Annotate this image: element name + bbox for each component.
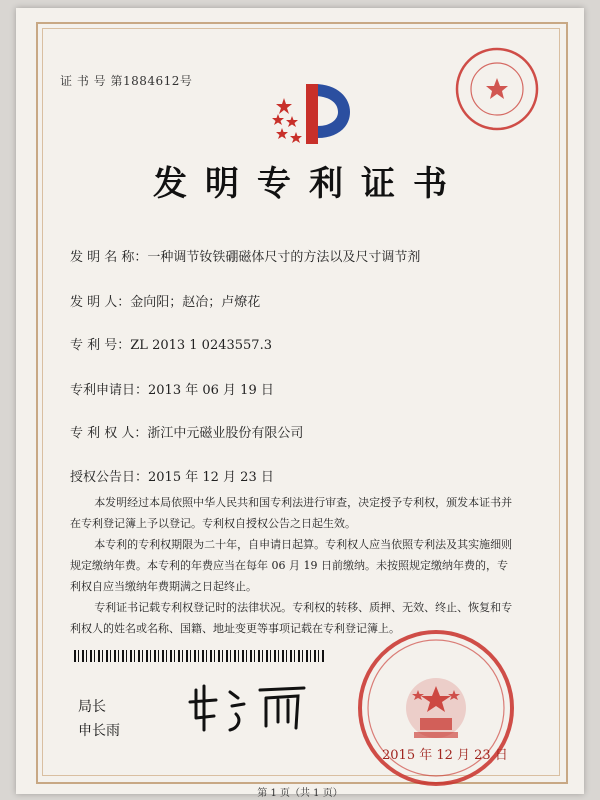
body-paragraph: 专利证书记载专利权登记时的法律状况。专利权的转移、质押、无效、终止、恢复和专利权人的姓名或名称、国籍、地址变更等事项记载在专利登记簿上。 [70, 601, 513, 635]
director-name: 申长雨 [78, 723, 120, 739]
field-value: 2015 年 12 月 23 日 [148, 470, 274, 485]
page-title: 发明专利证书 [153, 164, 465, 204]
body-paragraph: 本发明经过本局依照中华人民共和国专利法进行审查，决定授予专利权，颁发本证书并在专利登记簿上予以登记。专利权自授权公告之日起生效。 [70, 496, 513, 530]
field-value: 2013 年 06 月 19 日 [148, 383, 274, 398]
director-signature-icon [186, 678, 316, 738]
field-label: 授权公告日： [70, 470, 149, 485]
field-value: 金向阳；赵冶；卢燎花 [130, 295, 261, 310]
field-invention-name [70, 246, 420, 265]
barcode [74, 650, 324, 662]
director-title: 局长 [78, 699, 106, 715]
field-grant-date [70, 466, 274, 485]
certificate-body-text [70, 492, 518, 639]
certificate-number: 证 书 号 第1884612号 [60, 74, 193, 88]
field-label: 专 利 号： [70, 338, 131, 353]
field-application-date [70, 379, 274, 398]
field-label: 专 利 权 人： [70, 426, 148, 441]
field-patent-number [70, 334, 272, 353]
agency-seal-icon [454, 46, 540, 132]
body-paragraph: 本专利的专利权期限为二十年，自申请日起算。专利权人应当依照专利法及其实施细则规定缴纳年费。本专利的年费应当在每年 06 月 19 日前缴纳。未按照规定缴纳年费的，专利权自应当缴纳年费期满之日起终止。 [70, 538, 513, 593]
field-inventors [70, 291, 260, 310]
page-number: 第 1 页（共 1 页） [257, 788, 343, 799]
official-seal-icon [356, 628, 516, 788]
field-label: 发 明 名 称： [70, 250, 148, 265]
field-value: ZL 2013 1 0243557.3 [130, 338, 272, 353]
seal-date: 2015 年 12 月 23 日 [382, 748, 508, 763]
field-value: 浙江中元磁业股份有限公司 [147, 426, 304, 441]
field-value: 一种调节钕铁硼磁体尺寸的方法以及尺寸调节剂 [147, 250, 421, 265]
field-label: 发 明 人： [70, 295, 131, 310]
field-patentee [70, 422, 303, 441]
field-label: 专利申请日： [70, 383, 149, 398]
certificate-sheet [16, 8, 584, 799]
patent-office-logo-icon [266, 78, 356, 148]
